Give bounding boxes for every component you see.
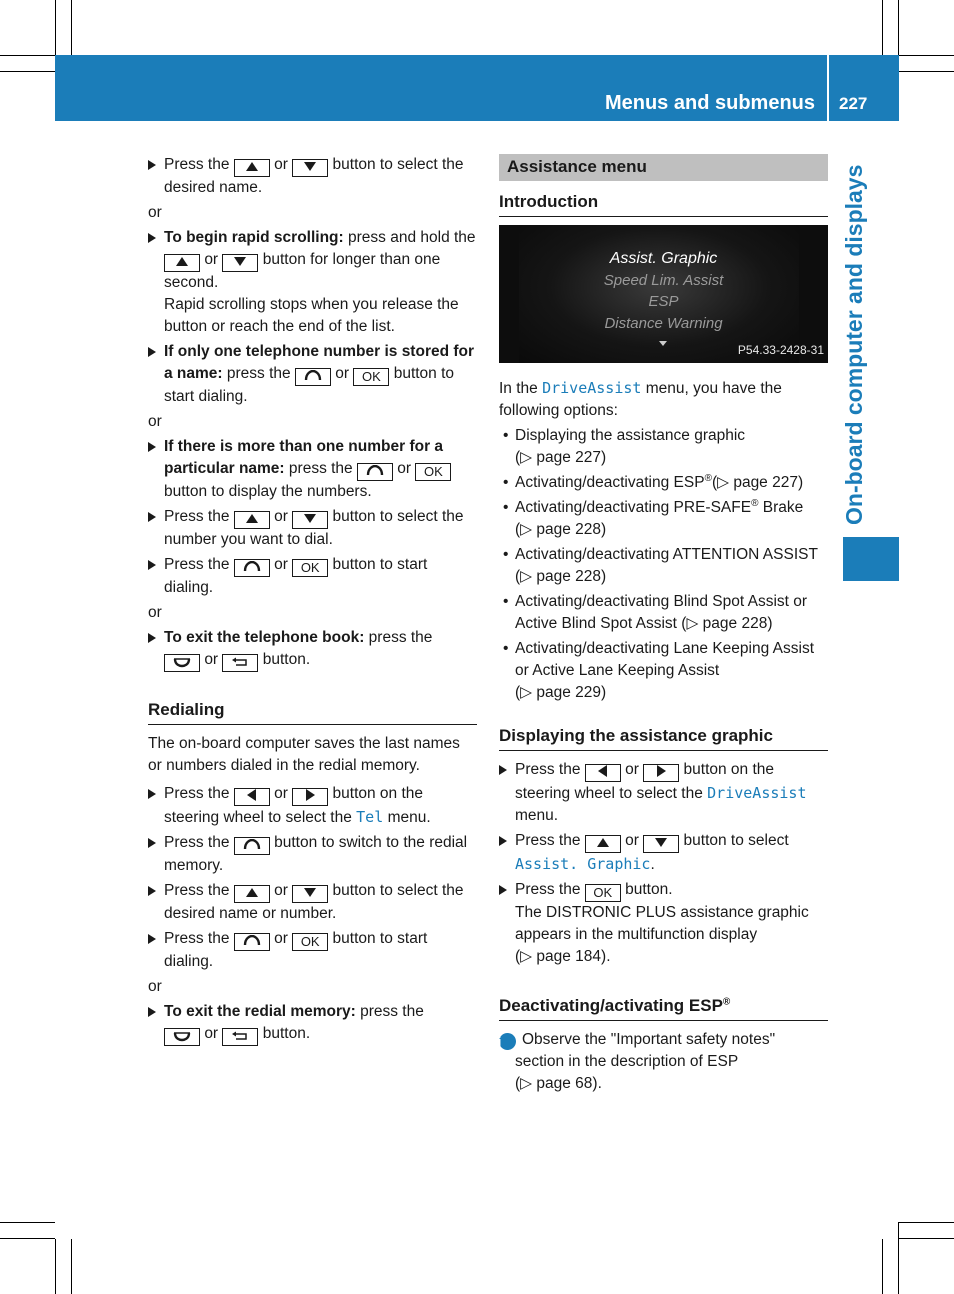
instruction-step: Press the or button to select Assist. Graphic.	[499, 830, 828, 876]
crop-mark	[71, 0, 72, 55]
menu-name: DriveAssist	[707, 784, 807, 802]
header-divider	[827, 55, 829, 121]
right-button-icon	[643, 764, 679, 782]
or-text: or	[148, 978, 162, 995]
step-arrow-icon	[148, 560, 156, 570]
page-reference[interactable]: (▷ page 68).	[515, 1075, 602, 1092]
section-heading: Deactivating/activating ESP®	[499, 994, 828, 1021]
up-button-icon	[164, 254, 200, 272]
crop-mark	[898, 1222, 899, 1294]
back-button-icon	[222, 1028, 258, 1046]
chapter-title: On-board computer and displays	[841, 164, 867, 525]
step-arrow-icon	[499, 765, 507, 775]
instruction-step: To begin rapid scrolling: press and hold the or button for longer than one second. Rapid scrolling stops when you release the button or reach the end of the list.	[148, 227, 477, 338]
menu-name: Tel	[356, 808, 384, 826]
step-arrow-icon	[148, 442, 156, 452]
crop-mark	[0, 1222, 55, 1223]
or-text: or	[148, 413, 162, 430]
section-heading: Redialing	[148, 698, 477, 725]
paragraph: The on-board computer saves the last names or numbers dialed in the redial memory.	[148, 735, 460, 774]
instruction-step: Press the or button on the steering wheel to select the DriveAssist menu.	[499, 759, 828, 827]
page-reference[interactable]: (▷ page 228)	[681, 615, 773, 632]
back-button-icon	[222, 654, 258, 672]
screen-menu-item: Assist. Graphic	[609, 250, 718, 267]
page-reference[interactable]: (▷ page 227)	[515, 449, 607, 466]
crop-mark	[0, 55, 55, 56]
step-arrow-icon	[148, 886, 156, 896]
step-arrow-icon	[148, 838, 156, 848]
display-screenshot	[499, 225, 828, 363]
list-item: • Displaying the assistance graphic (▷ page 227)	[503, 427, 746, 466]
crop-mark	[882, 0, 883, 55]
phone-pickup-icon	[234, 837, 270, 855]
up-button-icon	[585, 835, 621, 853]
figure-code: P54.33-2428-31	[737, 343, 824, 357]
info-icon: i	[499, 1033, 516, 1050]
instruction-step: Press the button to switch to the redial memory.	[148, 832, 477, 877]
page-reference[interactable]: (▷ page 229)	[515, 684, 607, 701]
crop-mark	[899, 71, 954, 72]
crop-mark	[898, 0, 899, 55]
menu-name: DriveAssist	[542, 379, 642, 397]
or-text: or	[148, 204, 162, 221]
paragraph: In the DriveAssist menu, you have the following options:	[499, 379, 782, 419]
instruction-step: Press the OK button. The DISTRONIC PLUS assistance graphic appears in the multifunction display (▷ page 184).	[499, 879, 828, 968]
crop-mark	[899, 1222, 954, 1223]
or-text: or	[148, 604, 162, 621]
left-button-icon	[234, 788, 270, 806]
instruction-step: Press the or OK button to start dialing.	[148, 554, 477, 599]
up-button-icon	[234, 885, 270, 903]
step-arrow-icon	[148, 160, 156, 170]
page-reference[interactable]: (▷ page 228)	[515, 521, 607, 538]
crop-mark	[899, 1238, 954, 1239]
instruction-step: If there is more than one number for a particular name: press the or OK button to display the numbers.	[148, 436, 477, 503]
step-arrow-icon	[148, 789, 156, 799]
list-item: • Activating/deactivating PRE-SAFE® Brake (▷ page 228)	[503, 497, 804, 538]
phone-hangup-icon	[164, 654, 200, 672]
ok-button-icon: OK	[292, 933, 328, 951]
instruction-step: Press the or OK button to start dialing.	[148, 928, 477, 973]
side-tab-marker	[843, 537, 899, 581]
phone-pickup-icon	[295, 368, 331, 386]
ok-button-icon: OK	[353, 368, 389, 386]
crop-mark	[899, 55, 954, 56]
instruction-step: Press the or button to select the desired name.	[148, 154, 477, 199]
phone-hangup-icon	[164, 1028, 200, 1046]
instruction-step: If only one telephone number is stored for a name: press the or OK button to start dialing.	[148, 341, 477, 408]
right-button-icon	[292, 788, 328, 806]
left-button-icon	[585, 764, 621, 782]
page-reference[interactable]: (▷ page 227)	[711, 474, 804, 491]
crop-mark	[882, 1239, 883, 1294]
down-button-icon	[292, 159, 328, 177]
screen-menu-item: ESP	[648, 293, 679, 310]
info-note: i Observe the "Important safety notes" section in the description of ESP (▷ page 68).	[497, 1031, 776, 1092]
down-button-icon	[292, 885, 328, 903]
crop-mark	[55, 1239, 56, 1294]
step-arrow-icon	[148, 934, 156, 944]
page-title: Menus and submenus	[604, 92, 815, 114]
step-arrow-icon	[148, 1007, 156, 1017]
phone-pickup-icon	[357, 463, 393, 481]
left-column	[148, 154, 477, 1049]
step-arrow-icon	[499, 885, 507, 895]
instruction-step: To exit the redial memory: press the or button.	[148, 1001, 477, 1046]
ok-button-icon: OK	[415, 463, 451, 481]
section-heading: Displaying the assistance graphic	[499, 724, 828, 751]
instruction-step: Press the or button to select the desired name or number.	[148, 880, 477, 925]
up-button-icon	[234, 159, 270, 177]
crop-mark	[71, 1239, 72, 1294]
page-number: 227	[839, 94, 868, 113]
step-arrow-icon	[148, 347, 156, 357]
page-reference[interactable]: (▷ page 228)	[515, 568, 607, 585]
down-button-icon	[222, 254, 258, 272]
right-column	[499, 154, 828, 1095]
list-item: • Activating/deactivating Blind Spot Assist or Active Blind Spot Assist (▷ page 228)	[503, 593, 808, 632]
down-button-icon	[643, 835, 679, 853]
header-bar	[55, 55, 899, 121]
step-arrow-icon	[148, 233, 156, 243]
phone-pickup-icon	[234, 559, 270, 577]
step-arrow-icon	[148, 512, 156, 522]
down-button-icon	[292, 511, 328, 529]
instruction-step: Press the or button to select the number you want to dial.	[148, 506, 477, 551]
crop-mark	[0, 1238, 55, 1239]
step-arrow-icon	[148, 633, 156, 643]
section-heading: Assistance menu	[499, 154, 828, 181]
list-item: • Activating/deactivating ATTENTION ASSIST (▷ page 228)	[503, 546, 818, 585]
step-arrow-icon	[499, 836, 507, 846]
menu-item-name: Assist. Graphic	[515, 855, 651, 873]
up-button-icon	[234, 511, 270, 529]
crop-mark	[0, 71, 55, 72]
screen-menu-item: Distance Warning	[604, 315, 723, 332]
page-reference[interactable]: (▷ page 184).	[515, 948, 611, 965]
section-heading: Introduction	[499, 190, 828, 217]
list-item: • Activating/deactivating Lane Keeping Assist or Active Lane Keeping Assist (▷ page 229)	[503, 640, 814, 701]
crop-mark	[55, 0, 56, 55]
ok-button-icon: OK	[585, 884, 621, 902]
list-item: • Activating/deactivating ESP®(▷ page 227)	[503, 472, 804, 491]
instruction-step: To exit the telephone book: press the or button.	[148, 627, 477, 672]
instruction-step: Press the or button on the steering wheel to select the Tel menu.	[148, 783, 477, 829]
screen-menu-item: Speed Lim. Assist	[603, 272, 724, 289]
scroll-down-icon	[659, 341, 667, 346]
ok-button-icon: OK	[292, 559, 328, 577]
phone-pickup-icon	[234, 933, 270, 951]
